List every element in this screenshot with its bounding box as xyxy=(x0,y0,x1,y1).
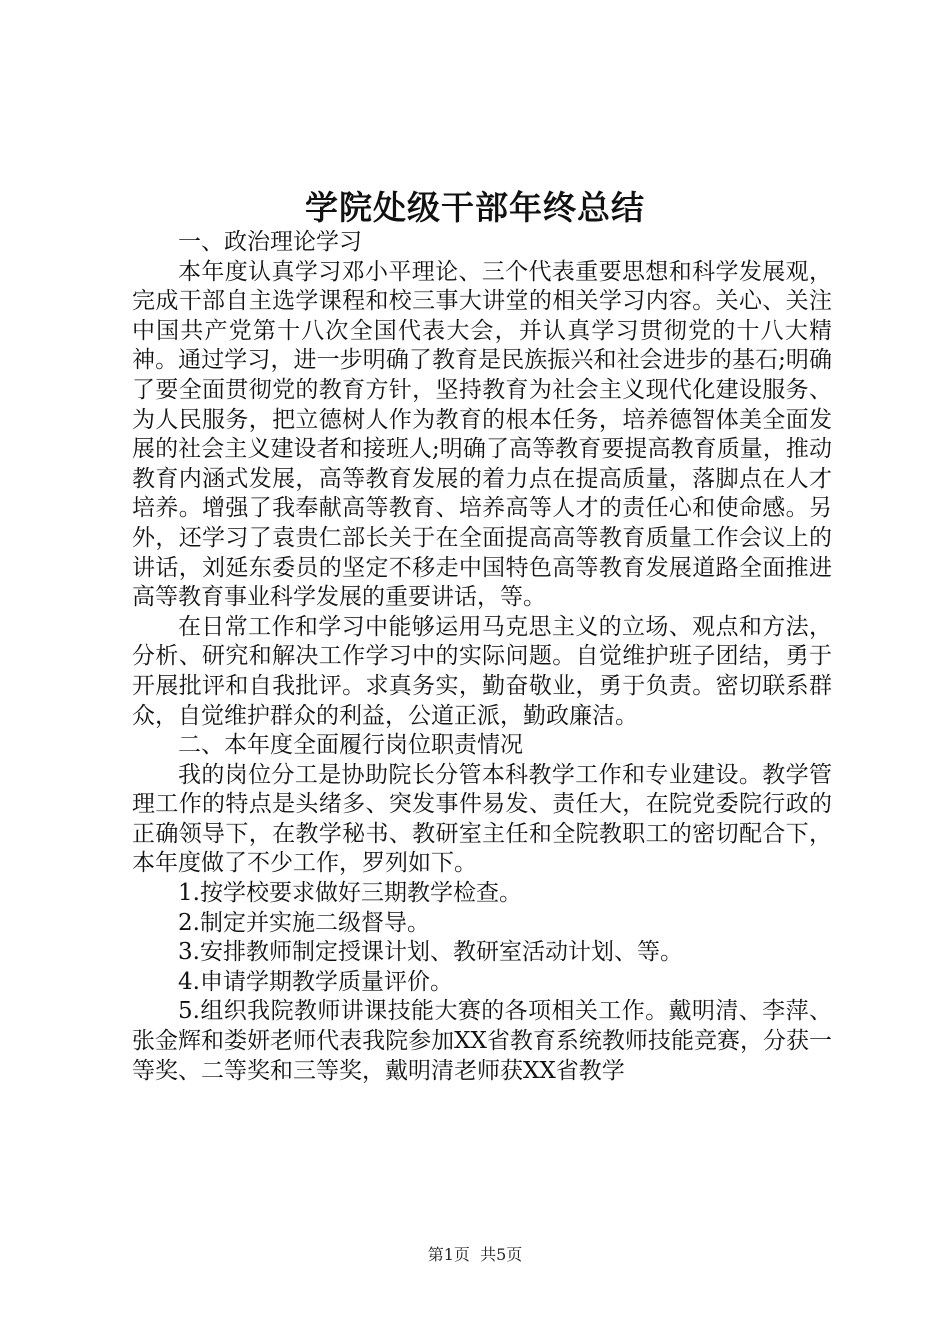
paragraph-job-duties: 我的岗位分工是协助院长分管本科教学工作和专业建设。教学管理工作的特点是头绪多、突发事件易发、责任大，在院党委院行政的正确领导下，在教学秘书、教研室主任和全院教职工的密切配合下，本年度做了不少工作，罗列如下。 xyxy=(132,761,832,877)
list-item-4: 4.申请学期教学质量评价。 xyxy=(178,968,453,995)
section-heading-2: 二、本年度全面履行岗位职责情况 xyxy=(178,732,523,759)
list-item-2: 2.制定并实施二级督导。 xyxy=(178,909,430,936)
paragraph-theory-study: 本年度认真学习邓小平理论、三个代表重要思想和科学发展观，完成干部自主选学课程和校三事大讲堂的相关学习内容。关心、关注中国共产党第十八次全国代表大会，并认真学习贯彻党的十八大精神。通过学习，进一步明确了教育是民族振兴和社会进步的基石;明确了要全面贯彻党的教育方针，坚持教育为社会主义现代化建设服务、为人民服务，把立德树人作为教育的根本任务，培养德智体美全面发展的社会主义建设者和接班人;明确了高等教育要提高教育质量，推动教育内涵式发展，高等教育发展的着力点在提高质量，落脚点在人才培养。增强了我奉献高等教育、培养高等人才的责任心和使命感。另外，还学习了袁贵仁部长关于在全面提高高等教育质量工作会议上的讲话，刘延东委员的坚定不移走中国特色高等教育发展道路全面推进高等教育事业科学发展的重要讲话，等。 xyxy=(132,258,832,611)
list-item-1: 1.按学校要求做好三期教学检查。 xyxy=(178,880,522,907)
list-item-3: 3.安排教师制定授课计划、教研室活动计划、等。 xyxy=(178,939,683,966)
section-heading-1: 一、政治理论学习 xyxy=(178,229,362,255)
document-body xyxy=(132,228,832,1086)
document-title: 学院处级干部年终总结 xyxy=(305,188,645,227)
page-footer xyxy=(0,1244,950,1266)
paragraph-daily-work: 在日常工作和学习中能够运用马克思主义的立场、观点和方法，分析、研究和解决工作学习中的实际问题。自觉维护班子团结，勇于开展批评和自我批评。求真务实，勤奋敬业，勇于负责。密切联系群众，自觉维护群众的利益，公道正派，勤政廉洁。 xyxy=(132,613,832,729)
page-number: 第1页 共5页 xyxy=(427,1245,523,1264)
list-item-5: 5.组织我院教师讲课技能大赛的各项相关工作。戴明清、李萍、张金辉和娄妍老师代表我院参加XX省教育系统教师技能竞赛，分获一等奖、二等奖和三等奖，戴明清老师获XX省教学 xyxy=(132,998,832,1084)
